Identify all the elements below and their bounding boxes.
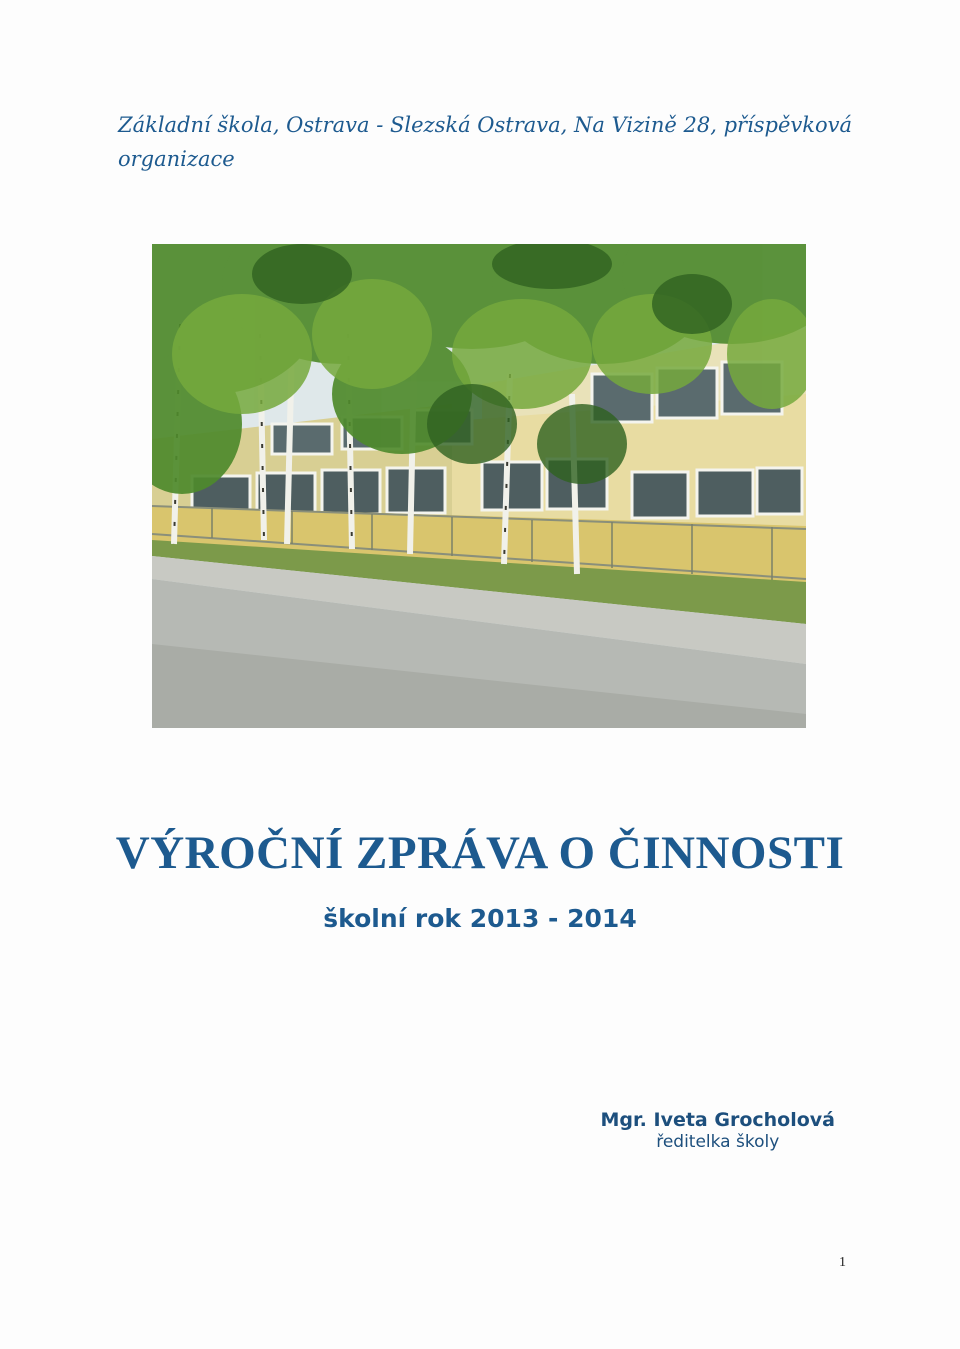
author-role: ředitelka školy	[656, 1132, 780, 1152]
school-name-header	[118, 108, 858, 176]
author-block	[601, 1109, 836, 1152]
report-title: VÝROČNÍ ZPRÁVA O ČINNOSTI	[115, 827, 845, 879]
school-name-line-2: organizace	[118, 147, 235, 171]
school-name-line-1: Základní škola, Ostrava - Slezská Ostrava, Na Vizině 28, příspěvková	[118, 113, 853, 137]
page-number: 1	[839, 1255, 846, 1270]
school-building-photo	[152, 244, 806, 728]
school-year-subtitle: školní rok 2013 - 2014	[323, 904, 637, 933]
author-name: Mgr. Iveta Grocholová	[600, 1109, 835, 1131]
